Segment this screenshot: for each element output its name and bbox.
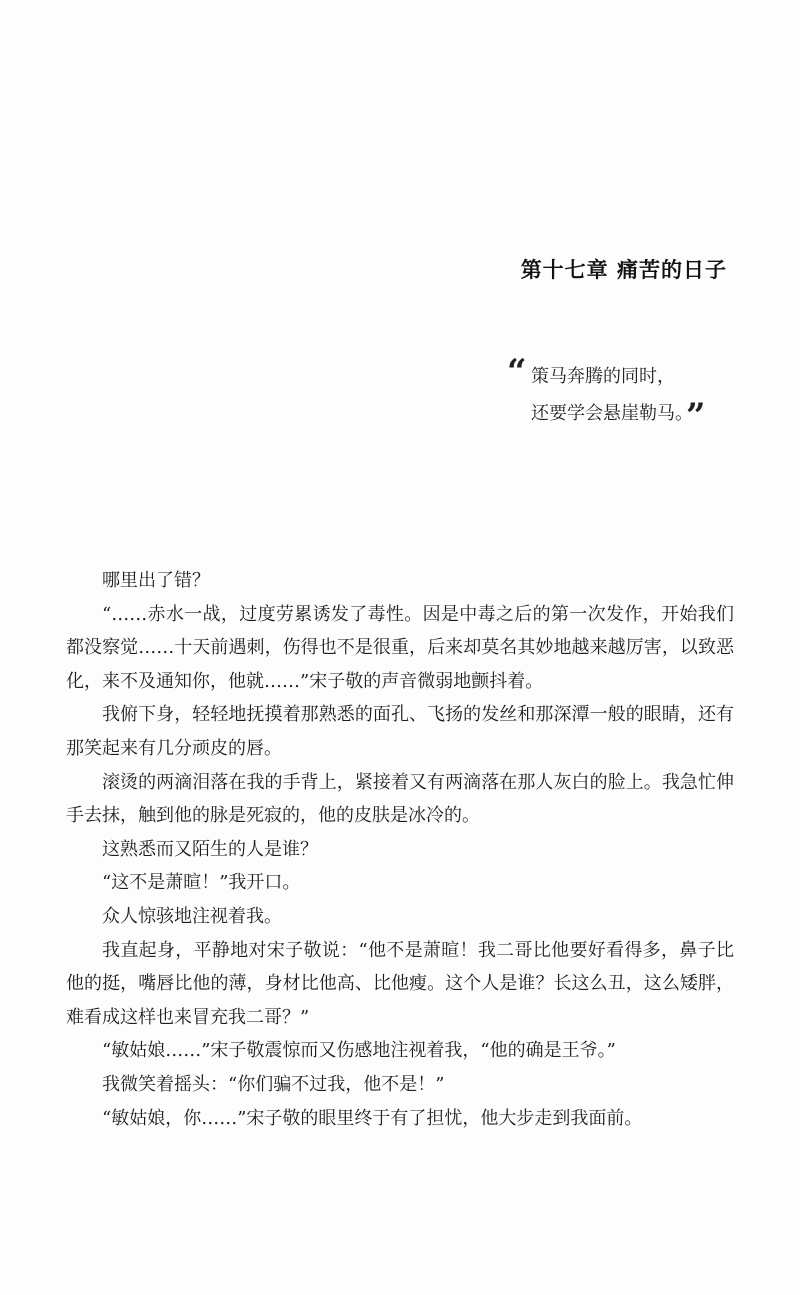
closing-quote-mark: ” (686, 396, 706, 436)
paragraph-3: 我俯下身，轻轻地抚摸着那熟悉的面孔、飞扬的发丝和那深潭一般的眼睛，还有那笑起来有几分顽皮的唇。 (66, 704, 734, 759)
paragraph-11: “敏姑娘，你……”宋子敬的眼里终于有了担忧，他大步走到我面前。 (102, 1107, 643, 1129)
paragraph-8: 我直起身，平静地对宋子敬说：“他不是萧暄！我二哥比他要好看得多，鼻子比他的挺，嘴唇比他的薄，身材比他高、比他瘦。这个人是谁？长这么丑，这么矮胖，难看成这样也来冒充我二哥？” (66, 939, 734, 1028)
paragraph-4: 滚烫的两滴泪落在我的手背上，紧接着又有两滴落在那人灰白的脸上。我急忙伸手去抹，触到他的脉是死寂的，他的皮肤是冰冷的。 (66, 771, 734, 827)
chapter-title: 第十七章 痛苦的日子 (520, 258, 727, 282)
paragraph-9: “敏姑娘……”宋子敬震惊而又伤感地注视着我，“他的确是王爷。” (102, 1040, 616, 1062)
paragraph-2: “……赤水一战，过度劳累诱发了毒性。因是中毒之后的第一次发作，开始我们都没察觉……十天前遇刺，伤得也不是很重，后来却莫名其妙地越来越厉害，以致恶化，来不及通知你，他就……”宋子敬的声音微弱地颤抖着。 (66, 603, 734, 692)
paragraph-10: 我微笑着摇头：“你们骗不过我，他不是！” (102, 1073, 445, 1095)
paragraph-7: 众人惊骇地注视着我。 (102, 905, 282, 927)
paragraph-6: “这不是萧暄！”我开口。 (102, 872, 301, 894)
chapter-epigraph: “ 策马奔腾的同时， 还要学会悬崖勒马。” (531, 358, 741, 432)
epigraph-line-2-text: 还要学会悬崖勒马。 (531, 403, 684, 424)
paragraph-5: 这熟悉而又陌生的人是谁？ (102, 838, 318, 860)
chapter-body (66, 564, 734, 1135)
paragraph-1: 哪里出了错？ (102, 570, 210, 591)
epigraph-line-1: 策马奔腾的同时， (531, 366, 675, 387)
epigraph-line-2 (531, 395, 741, 436)
